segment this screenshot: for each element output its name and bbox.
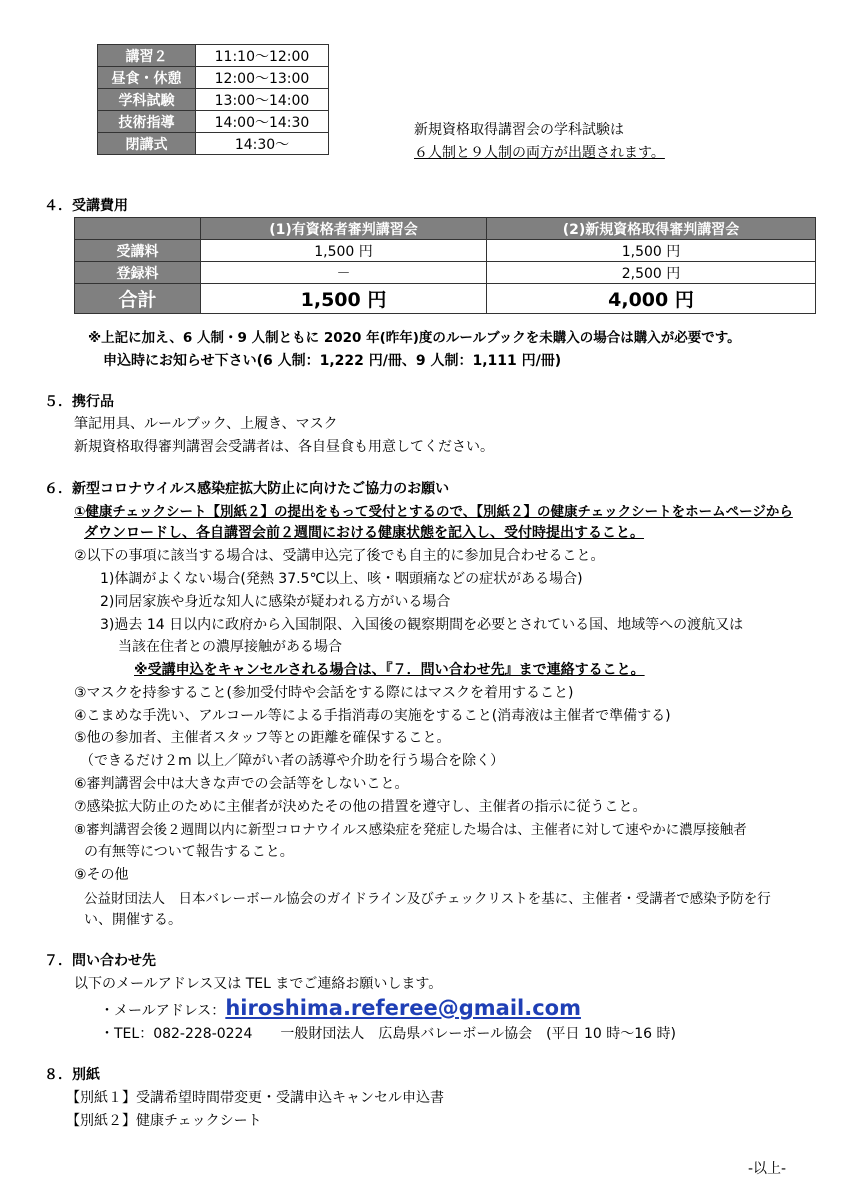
covid-item-5b: （できるだけ２m 以上／障がい者の誘導や介助を行う場合を除く）	[80, 753, 505, 769]
fee-value: 2,500 円	[487, 262, 816, 284]
schedule-row	[98, 133, 329, 155]
fee-total-value: 4,000 円	[487, 284, 816, 314]
fee-header-cell	[75, 218, 201, 240]
end-mark: -以上-	[748, 1161, 787, 1177]
schedule-time: 13:00～14:00	[196, 89, 329, 111]
fee-label: 受講料	[75, 240, 201, 262]
fee-value: －	[201, 262, 487, 284]
attachment-1: 【別紙１】受講希望時間帯変更・受講申込キャンセル申込書	[66, 1090, 444, 1106]
fee-label: 登録料	[75, 262, 201, 284]
covid-item-8b: の有無等について報告すること。	[84, 844, 294, 860]
exam-note-line2: ６人制と９人制の両方が出題されます。	[414, 145, 665, 161]
section-title-fees: ４．受講費用	[44, 198, 128, 214]
fee-note-1: ※上記に加え、6 人制・9 人制ともに 2020 年(昨年)度のルールブックを未購入の場合は購入が必要です。	[88, 330, 741, 346]
fee-header-cell: (2)新規資格取得審判講習会	[487, 218, 816, 240]
covid-item-4: ④こまめな手洗い、アルコール等による手指消毒の実施をすること(消毒液は主催者で準備する)	[74, 708, 671, 724]
schedule-label: 閉講式	[98, 133, 196, 155]
exam-note-line1: 新規資格取得講習会の学科試験は	[414, 122, 624, 138]
fee-note-2: 申込時にお知らせ下さい(6 人制：1,222 円/冊、9 人制：1,111 円/冊)	[103, 353, 562, 369]
fee-table	[74, 217, 816, 314]
section-title-contact: ７．問い合わせ先	[44, 953, 156, 969]
contact-tel: ・TEL：082-228-0224 一般財団法人 広島県バレーボール協会 (平日 10 時～16 時)	[100, 1026, 676, 1042]
schedule-label: 学科試験	[98, 89, 196, 111]
section-title-attachments: ８．別紙	[44, 1067, 100, 1083]
fee-value: 1,500 円	[487, 240, 816, 262]
covid-item-9b: い、開催する。	[84, 912, 182, 928]
contact-email-link[interactable]: hiroshima.referee@gmail.com	[225, 996, 581, 1020]
attachment-2: 【別紙２】健康チェックシート	[66, 1113, 262, 1129]
covid-item-2-1: 1)体調がよくない場合(発熱 37.5℃以上、咳・咽頭痛などの症状がある場合)	[100, 571, 583, 587]
covid-item-7: ⑦感染拡大防止のために主催者が決めたその他の措置を遵守し、主催者の指示に従うこと。	[74, 799, 647, 815]
schedule-time: 14:00～14:30	[196, 111, 329, 133]
covid-item-9: ⑨その他	[74, 867, 129, 883]
covid-item-5: ⑤他の参加者、主催者スタッフ等との距離を確保すること。	[74, 730, 451, 746]
fee-row	[75, 240, 816, 262]
covid-item-1a: ①健康チェックシート【別紙２】の提出をもって受付とするので、【別紙２】の健康チェックシートをホームページから	[74, 504, 793, 520]
fee-header-cell: (1)有資格者審判講習会	[201, 218, 487, 240]
contact-intro: 以下のメールアドレス又は TEL までご連絡お願いします。	[74, 976, 443, 992]
schedule-label: 技術指導	[98, 111, 196, 133]
covid-item-6: ⑥審判講習会中は大きな声での会話等をしないこと。	[74, 776, 409, 792]
schedule-time: 11:10～12:00	[196, 45, 329, 67]
schedule-label: 講習２	[98, 45, 196, 67]
schedule-table	[97, 44, 329, 155]
schedule-row	[98, 89, 329, 111]
covid-item-2-3a: 3)過去 14 日以内に政府から入国制限、入国後の観察期間を必要とされている国、地域等への渡航又は	[100, 617, 744, 633]
items-line-2: 新規資格取得審判講習会受講者は、各自昼食も用意してください。	[74, 439, 494, 455]
covid-item-1b: ダウンロードし、各自講習会前２週間における健康状態を記入し、受付時提出すること。	[84, 525, 644, 541]
schedule-time: 14:30～	[196, 133, 329, 155]
fee-row	[75, 262, 816, 284]
covid-cancel-note: ※受講申込をキャンセルされる場合は、『７．問い合わせ先』まで連絡すること。	[134, 662, 645, 678]
fee-header-row	[75, 218, 816, 240]
covid-item-3: ③マスクを持参すること(参加受付時や会話をする際にはマスクを着用すること)	[74, 685, 574, 701]
contact-email-label: ・メールアドレス：	[100, 1003, 226, 1019]
schedule-time: 12:00～13:00	[196, 67, 329, 89]
items-line-1: 筆記用具、ルールブック、上履き、マスク	[74, 416, 338, 432]
section-title-items: ５．携行品	[44, 394, 114, 410]
covid-item-8a: ⑧審判講習会後２週間以内に新型コロナウイルス感染症を発症した場合は、主催者に対して速やかに濃厚接触者	[74, 822, 747, 838]
fee-total-label: 合計	[75, 284, 201, 314]
covid-item-2: ②以下の事項に該当する場合は、受講申込完了後でも自主的に参加見合わせること。	[74, 548, 605, 564]
schedule-row	[98, 67, 329, 89]
schedule-row	[98, 111, 329, 133]
section-title-covid: ６．新型コロナウイルス感染症拡大防止に向けたご協力のお願い	[44, 481, 450, 497]
contact-email-row	[100, 996, 581, 1020]
schedule-row	[98, 45, 329, 67]
fee-value: 1,500 円	[201, 240, 487, 262]
covid-item-9a: 公益財団法人 日本バレーボール協会のガイドライン及びチェックリストを基に、主催者・受講者で感染予防を行	[84, 891, 771, 907]
fee-total-row	[75, 284, 816, 314]
covid-item-2-2: 2)同居家族や身近な知人に感染が疑われる方がいる場合	[100, 594, 451, 610]
schedule-label: 昼食・休憩	[98, 67, 196, 89]
covid-item-2-3b: 当該在住者との濃厚接触がある場合	[118, 639, 342, 655]
fee-total-value: 1,500 円	[201, 284, 487, 314]
